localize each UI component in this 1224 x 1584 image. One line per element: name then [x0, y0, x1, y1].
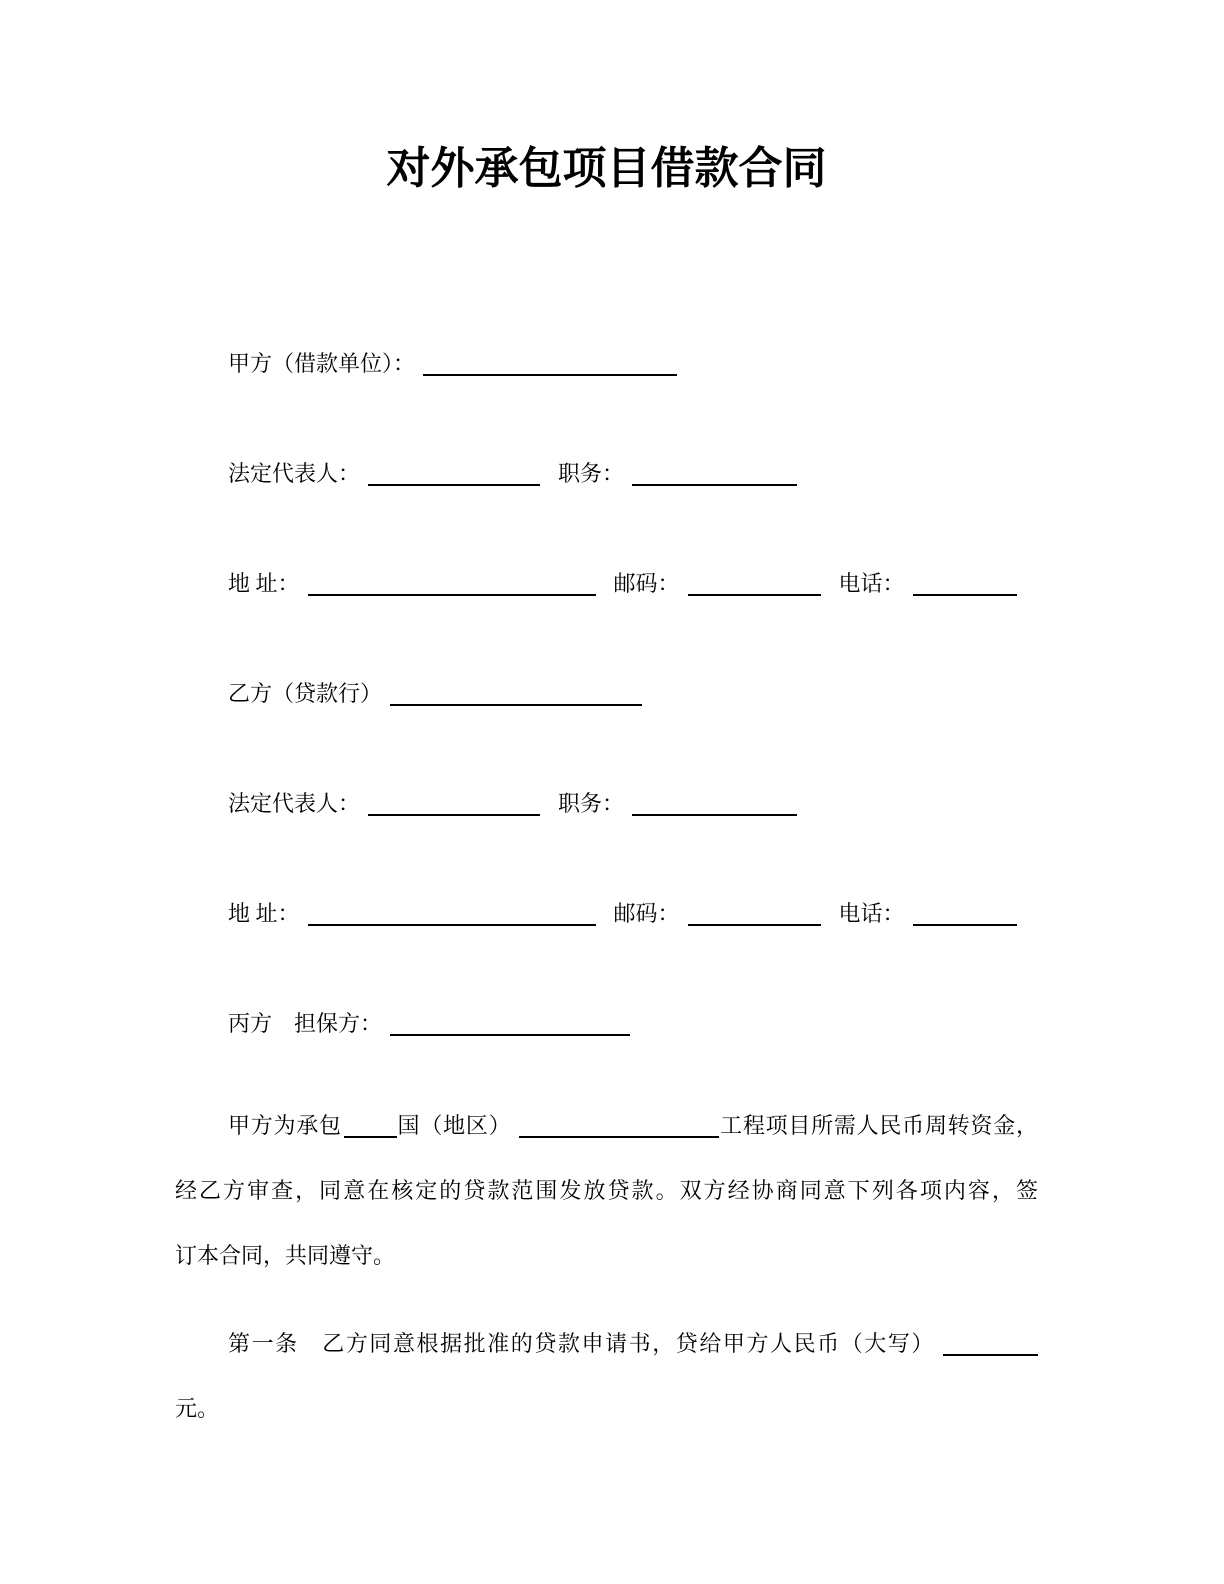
phone-blank-field [913, 904, 1017, 926]
form-section [175, 351, 1038, 1037]
position-blank-field [632, 794, 797, 816]
postcode-blank-field [688, 574, 821, 596]
address-label: 地 址： [228, 571, 300, 596]
position-label: 职务： [558, 461, 625, 486]
party-a-blank-field [423, 354, 677, 376]
party-c-blank-field [390, 1014, 630, 1036]
intro-text-3: 工程项目所需人民币周转资金， [719, 1113, 1038, 1138]
position-label: 职务： [558, 791, 625, 816]
article-1-text: 第一条 乙方同意根据批准的贷款申请书，贷给甲方人民币（大写） [228, 1331, 935, 1356]
intro-text-2: 国（地区） [396, 1113, 512, 1138]
phone-blank-field [913, 574, 1017, 596]
legal-rep-blank-field [368, 464, 540, 486]
address-blank-field [308, 574, 596, 596]
legal-rep-label: 法定代表人： [228, 791, 361, 816]
party-b-label: 乙方（贷款行） [228, 681, 383, 706]
postcode-blank-field [688, 904, 821, 926]
position-blank-field [632, 464, 797, 486]
article-1-paragraph [175, 1311, 1038, 1441]
intro-line-2: 经乙方审查，同意在核定的贷款范围发放贷款。双方经协商同意下列各项内容，签 [175, 1178, 1038, 1203]
article-1-line-1 [175, 1311, 1038, 1376]
legal-rep-row-2 [175, 791, 1038, 817]
document-title: 对外承包项目借款合同 [386, 144, 827, 193]
postcode-label: 邮码： [613, 901, 680, 926]
party-c-label: 丙方 担保方： [228, 1011, 383, 1036]
article-1-line-2: 元。 [175, 1396, 220, 1421]
legal-rep-row-1 [175, 461, 1038, 487]
party-a-label: 甲方（借款单位）： [228, 351, 416, 376]
intro-paragraph [175, 1093, 1038, 1288]
country-blank-field [344, 1116, 397, 1138]
address-row-1 [175, 571, 1038, 597]
address-label: 地 址： [228, 901, 300, 926]
party-a-row [175, 351, 1038, 377]
intro-line-3: 订本合同，共同遵守。 [175, 1243, 396, 1268]
address-blank-field [308, 904, 596, 926]
intro-line-1 [175, 1093, 1038, 1158]
intro-text-1: 甲方为承包 [228, 1113, 342, 1138]
legal-rep-blank-field [368, 794, 540, 816]
address-row-2 [175, 901, 1038, 927]
party-c-row [175, 1011, 1038, 1037]
postcode-label: 邮码： [613, 571, 680, 596]
party-b-blank-field [390, 684, 642, 706]
phone-label: 电话： [838, 901, 905, 926]
party-b-row [175, 681, 1038, 707]
amount-blank-field [943, 1334, 1038, 1356]
region-blank-field [519, 1116, 719, 1138]
legal-rep-label: 法定代表人： [228, 461, 361, 486]
phone-label: 电话： [838, 571, 905, 596]
